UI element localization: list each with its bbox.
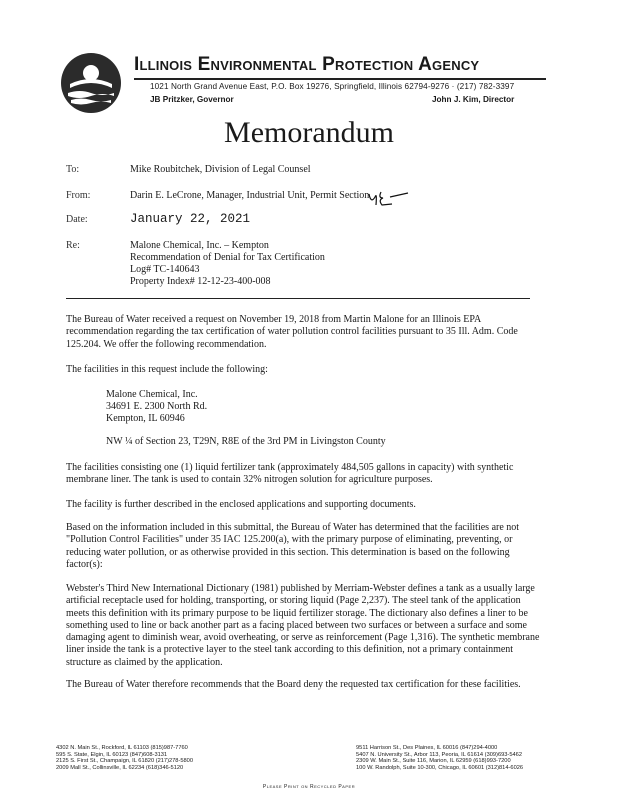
facility-street: 34691 E. 2300 North Rd. [106,401,208,412]
agency-address: 1021 North Grand Avenue East, P.O. Box 19276, Springfield, Illinois 62794-9276 · (217) 782-3397 [150,82,515,91]
facility-name: Malone Chemical, Inc. [106,389,198,400]
footer-offices-left [56,745,193,771]
governor-name: JB Pritzker, Governor [150,95,234,104]
re-line: Log# TC-140643 [130,264,200,275]
header-divider [66,298,530,299]
memo-title: Memorandum [224,116,394,149]
footer-office: 5407 N. University St., Arbor 113, Peoria, IL 61614 (309)693-5462 [356,751,522,758]
paragraph-request: The Bureau of Water received a request on November 19, 2018 from Martin Malone for an Illinois EPA recommendation regarding the tax certification of water pollution control facilities pursuant to 35 Ill. Adm. Code 125.204. We offer the following recommendation. [66,314,518,350]
signature-initials [366,188,410,208]
paragraph-definitions: Webster's Third New International Dictionary (1981) published by Merriam-Webster defines a tank as a usually large artificial receptacle used for holding, transporting, or storing liquid (Page 2,237). The steel tank of the application meets this definition with its primary purpose to be liquid fertilizer storage. The dictionary also defines a liner to be something used to line or back another part as a facing placed between two surfaces or between a surface and some damaging agent to diminish wear, avoid overheating, or serve as reinforcement (Page 1,316). The synthetic membrane liner inside the tank is a protective layer to the steel tank according to this definition, not a primary containment structure as claimed by the application. [66,583,540,668]
re-line: Malone Chemical, Inc. – Kempton [130,240,269,251]
paragraph-recommendation: The Bureau of Water therefore recommends that the Board deny the requested tax certification for these facilities. [66,679,521,690]
facility-location: NW ¼ of Section 23, T29N, R8E of the 3rd PM in Livingston County [106,436,386,447]
paragraph-enclosed-docs: The facility is further described in the enclosed applications and supporting documents. [66,499,416,510]
paragraph-facility-description: The facilities consisting one (1) liquid fertilizer tank (approximately 484,505 gallons in capacity) with synthetic membrane liner. The tank is used to contain 32% nitrogen solution for agriculture purposes. [66,462,514,486]
paragraph-determination: Based on the information included in this submittal, the Bureau of Water has determined that the facilities are not "Pollution Control Facilities" under 35 IAC 125.200(a), with the primary purpose of eliminating, preventing, or reducing water pollution, or as otherwise provided in this section. This determination is based on the following factor(s): [66,522,520,570]
from-value: Darin E. LeCrone, Manager, Industrial Unit, Permit Section [130,190,370,201]
re-line: Property Index# 12-12-23-400-008 [130,276,271,287]
footer-office: 2125 S. First St., Champaign, IL 61820 (217)278-5800 [56,758,194,765]
date-value: January 22, 2021 [130,212,251,226]
re-label: Re: [66,240,80,251]
footer-office: 2009 Mall St., Collinsville, IL 62234 (618)346-5120 [56,764,184,771]
paragraph-facilities-intro: The facilities in this request include the following: [66,364,268,375]
to-value: Mike Roubitchek, Division of Legal Counsel [130,164,311,175]
date-label: Date: [66,214,88,225]
re-line: Recommendation of Denial for Tax Certification [130,252,325,263]
footer-office: 100 W. Randolph, Suite 10-300, Chicago, IL 60601 (312)814-6026 [356,764,524,771]
footer-office: 9511 Harrison St., Des Plaines, IL 60016 (847)294-4000 [356,745,498,751]
recycled-paper-note: Please Print on Recycled Paper [262,784,356,790]
director-name: John J. Kim, Director [432,95,515,104]
agency-name: Illinois Environmental Protection Agency [134,54,480,75]
footer-offices-right [356,745,523,771]
from-label: From: [66,190,91,201]
letterhead-rule [134,78,546,80]
facility-city: Kempton, IL 60946 [106,413,185,424]
footer-office: 595 S. State, Elgin, IL 60123 (847)608-3131 [56,751,168,758]
footer-office: 4302 N. Main St., Rockford, IL 61103 (815)987-7760 [56,745,188,751]
iepa-logo [60,52,122,114]
to-label: To: [66,164,80,175]
footer-office: 2309 W. Main St., Suite 116, Marion, IL 62959 (618)993-7200 [356,758,511,765]
